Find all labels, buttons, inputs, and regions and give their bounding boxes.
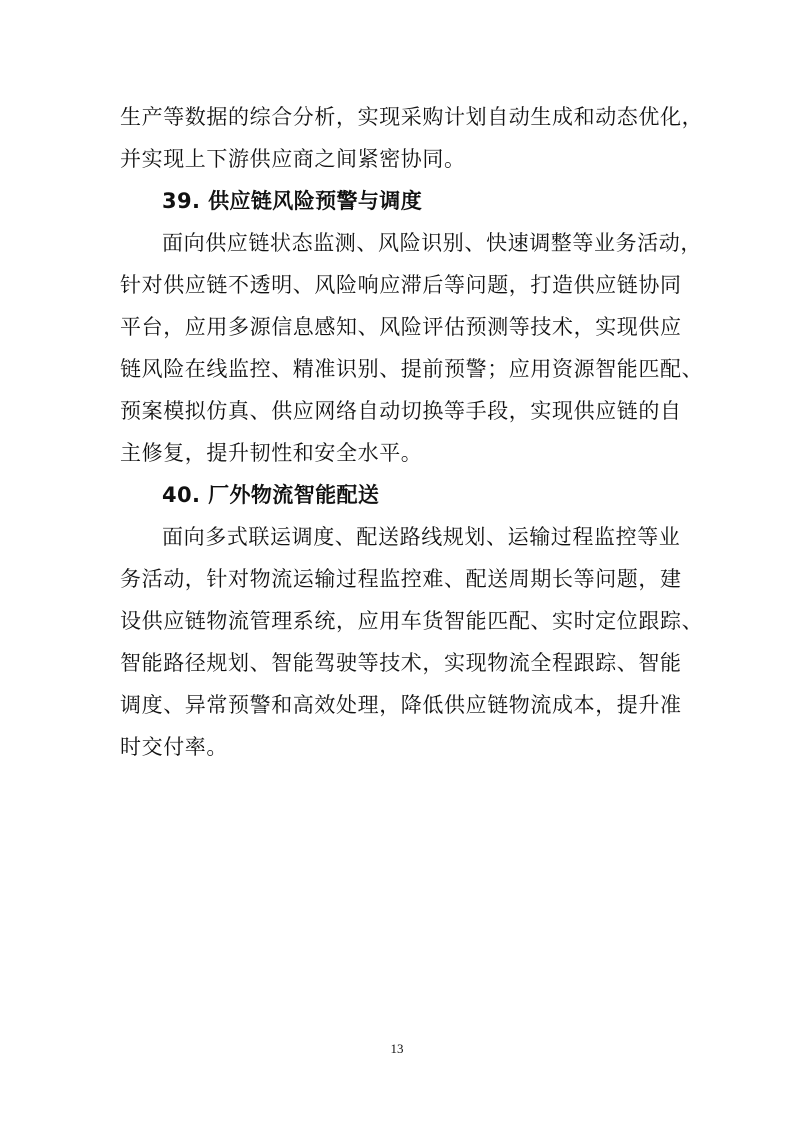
section-40-line-3: 设供应链物流管理系统，应用车货智能匹配、实时定位跟踪、: [120, 609, 704, 633]
section-39-line-2: 针对供应链不透明、风险响应滞后等问题，打造供应链协同: [120, 273, 682, 297]
section-40-heading: 40. 厂外物流智能配送: [162, 483, 380, 507]
section-40-line-4: 智能路径规划、智能驾驶等技术，实现物流全程跟踪、智能: [120, 651, 682, 675]
section-39-line-4: 链风险在线监控、精准识别、提前预警；应用资源智能匹配、: [120, 357, 704, 381]
section-40-line-1: 面向多式联运调度、配送路线规划、运输过程监控等业: [162, 525, 681, 549]
section-40-line-6: 时交付率。: [120, 735, 228, 759]
section-39-line-3: 平台，应用多源信息感知、风险评估预测等技术，实现供应: [120, 315, 682, 339]
section-40-line-5: 调度、异常预警和高效处理，降低供应链物流成本，提升准: [120, 693, 682, 717]
section-39-line-1: 面向供应链状态监测、风险识别、快速调整等业务活动，: [162, 231, 702, 255]
section-39-line-5: 预案模拟仿真、供应网络自动切换等手段，实现供应链的自: [120, 399, 682, 423]
page-number: 13: [390, 1041, 404, 1056]
section-39-heading: 39. 供应链风险预警与调度: [162, 189, 423, 213]
section-39-line-6: 主修复，提升韧性和安全水平。: [120, 441, 423, 465]
intro-line-1: 生产等数据的综合分析，实现采购计划自动生成和动态优化，: [120, 105, 704, 129]
intro-line-2: 并实现上下游供应商之间紧密协同。: [120, 147, 466, 171]
section-40-line-2: 务活动，针对物流运输过程监控难、配送周期长等问题，建: [120, 567, 682, 591]
